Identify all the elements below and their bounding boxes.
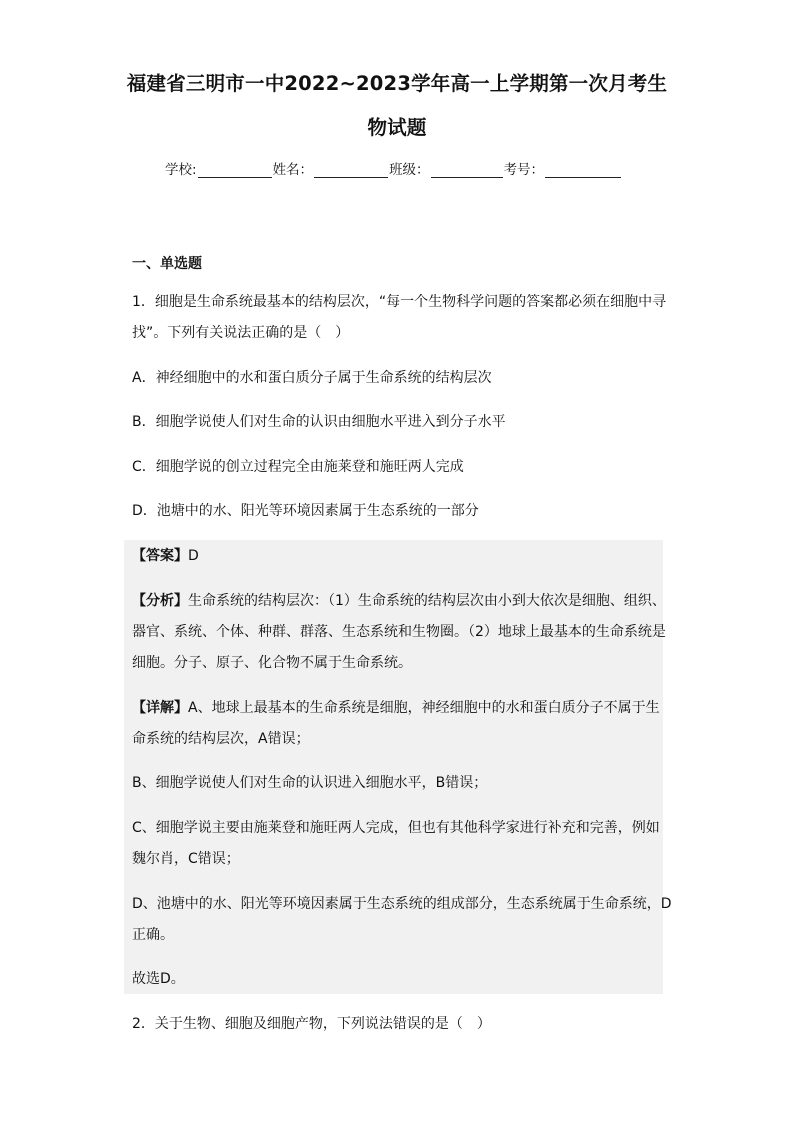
exam-no-label: 考号： — [503, 162, 545, 178]
option-d: D．池塘中的水、阳光等环境因素属于生态系统的一部分 — [132, 503, 479, 519]
class-label: 班级： — [389, 162, 430, 178]
detail-c-line2: 魏尔肖，C错误； — [132, 851, 240, 867]
detail-c-line1: C、细胞学说主要由施莱登和施旺两人完成，但也有其他科学家进行补充和完善，例如 — [132, 820, 660, 836]
analysis-tag: 【分析】 — [132, 593, 188, 609]
answer-tag: 【答案】 — [132, 548, 188, 564]
option-a: A．神经细胞中的水和蛋白质分子属于生命系统的结构层次 — [132, 370, 492, 386]
answer-line — [132, 546, 199, 566]
detail-a-line2: 命系统的结构层次，A错误； — [132, 731, 310, 747]
option-b: B．细胞学说使人们对生命的认识由细胞水平进入到分子水平 — [132, 414, 506, 430]
question1-stem-line2: 找”。下列有关说法正确的是（ ） — [132, 325, 350, 341]
student-info-row — [165, 158, 622, 178]
analysis-line1 — [132, 591, 666, 611]
analysis-text1: 生命系统的结构层次：（1）生命系统的结构层次由小到大依次是细胞、组织、 — [188, 593, 666, 609]
detail-tag: 【详解】 — [132, 700, 188, 716]
school-label: 学校: — [165, 162, 197, 178]
detail-d-line2: 正确。 — [132, 927, 174, 943]
exam-title-line1: 福建省三明市一中2022~2023学年高一上学期第一次月考生 — [126, 72, 668, 95]
detail-a-text1: A、地球上最基本的生命系统是细胞，神经细胞中的水和蛋白质分子不属于生 — [188, 700, 660, 716]
exam-no-blank[interactable] — [545, 163, 621, 178]
detail-a-line1 — [132, 698, 660, 718]
school-blank[interactable] — [198, 163, 272, 178]
class-blank[interactable] — [431, 163, 503, 178]
question2-stem: 2．关于生物、细胞及细胞产物，下列说法错误的是（ ） — [132, 1016, 491, 1032]
answer-value: D — [188, 548, 199, 564]
detail-d-line1: D、池塘中的水、阳光等环境因素属于生态系统的组成部分，生态系统属于生命系统，D — [132, 896, 672, 912]
option-c: C．细胞学说的创立过程完全由施莱登和施旺两人完成 — [132, 459, 464, 475]
name-label: 姓名： — [272, 162, 314, 178]
detail-b: B、细胞学说使人们对生命的认识进入细胞水平，B错误； — [132, 775, 488, 791]
analysis-line3: 细胞。分子、原子、化合物不属于生命系统。 — [132, 655, 412, 671]
exam-title-line2: 物试题 — [367, 116, 427, 139]
question1-stem-line1: 1．细胞是生命系统最基本的结构层次，“每一个生物科学问题的答案都必须在细胞中寻 — [132, 294, 667, 310]
conclusion: 故选D。 — [132, 971, 185, 987]
analysis-line2: 器官、系统、个体、种群、群落、生态系统和生物圈。（2）地球上最基本的生命系统是 — [132, 624, 666, 640]
section-heading: 一、单选题 — [132, 256, 202, 272]
name-blank[interactable] — [314, 163, 388, 178]
